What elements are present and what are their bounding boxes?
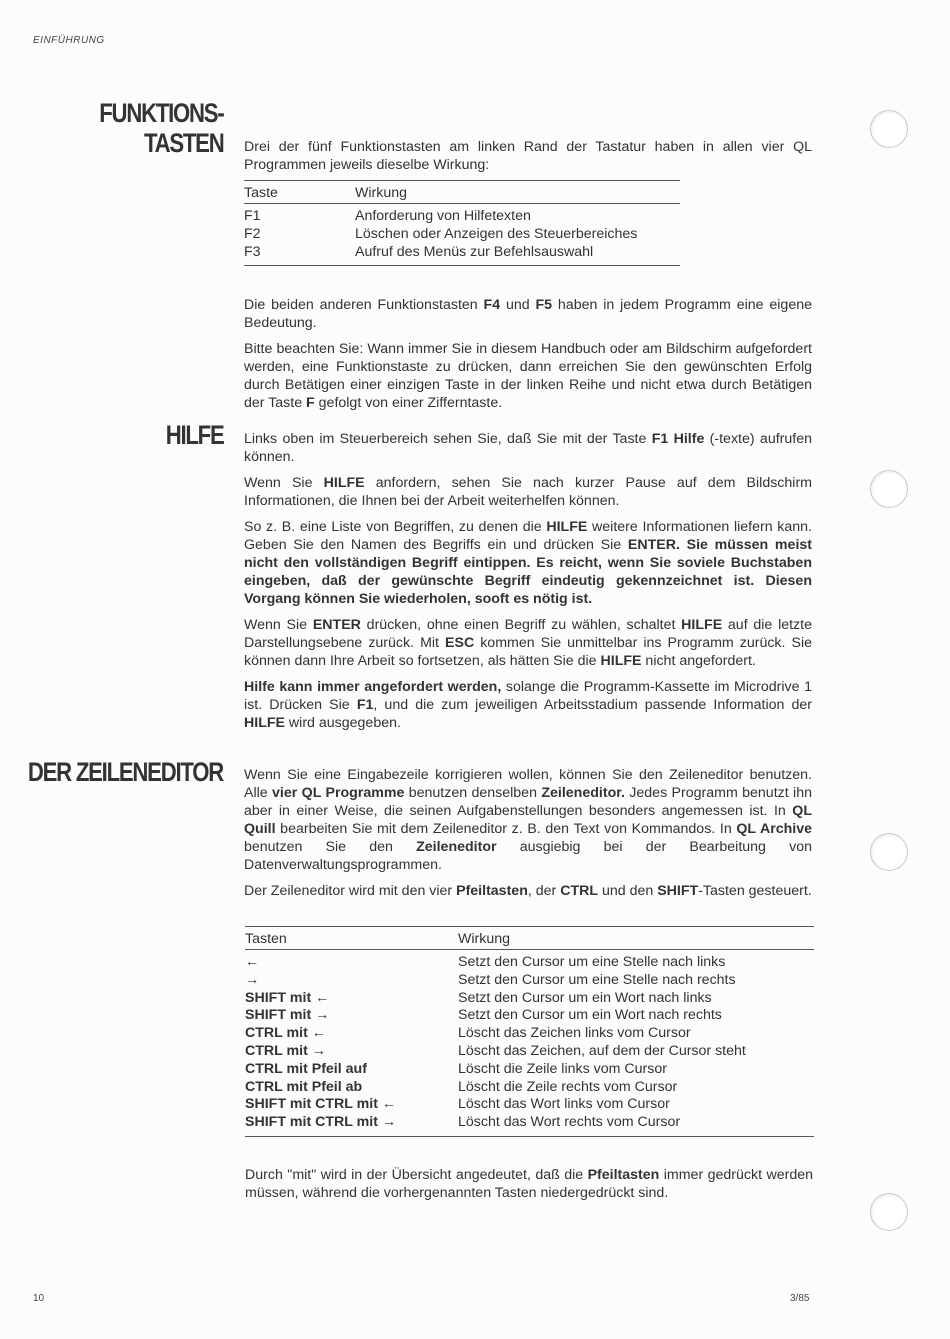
page-number: 10 bbox=[33, 1293, 45, 1304]
zeileneditor-body bbox=[244, 766, 812, 908]
table-cell-effect: Setzt den Cursor um ein Wort nach links bbox=[458, 989, 712, 1006]
table-cell-key: SHIFT mit CTRL mit → bbox=[245, 1114, 458, 1136]
table-cell-key: SHIFT mit → bbox=[245, 1007, 330, 1024]
table-cell-key: SHIFT mit CTRL mit ← bbox=[245, 1096, 397, 1113]
table-cell-key: SHIFT mit ← bbox=[245, 989, 330, 1006]
table-row bbox=[245, 1043, 814, 1061]
table-cell-key: F3 bbox=[244, 244, 355, 266]
table-cell-effect: Löscht das Wort links vom Cursor bbox=[458, 1096, 670, 1113]
zeileneditor-table bbox=[245, 926, 814, 1137]
table-cell-effect: Löscht das Zeichen, auf dem der Cursor steht bbox=[458, 1042, 746, 1059]
table-cell-key: F1 bbox=[244, 208, 261, 224]
table-header-row bbox=[245, 927, 814, 950]
table-header-taste: Taste bbox=[244, 181, 355, 204]
table-cell-key: CTRL mit ← bbox=[245, 1025, 326, 1042]
funktionstasten-intro bbox=[244, 138, 812, 182]
table-header-wirkung: Wirkung bbox=[458, 927, 814, 950]
table-cell-key: → bbox=[245, 971, 260, 988]
funktionstasten-body bbox=[244, 296, 812, 420]
table-cell-effect: Setzt den Cursor um eine Stelle nach rechts bbox=[458, 971, 736, 988]
table-row bbox=[245, 1061, 814, 1079]
heading-funktionstasten-line-1: FUNKTIONS- bbox=[98, 98, 223, 128]
table-cell-key: ← bbox=[245, 954, 260, 970]
table-cell-key: CTRL mit Pfeil ab bbox=[245, 1078, 363, 1095]
table-row bbox=[244, 226, 680, 244]
hilfe-body bbox=[244, 430, 812, 740]
paragraph: Die beiden anderen Funktionstasten F4 und F5 haben in jedem Programm eine eigene Bedeutung. bbox=[244, 297, 812, 331]
table-row bbox=[244, 204, 680, 226]
funktionstasten-table bbox=[244, 180, 680, 266]
table-header-wirkung: Wirkung bbox=[355, 181, 680, 204]
heading-zeileneditor: DER ZEILENEDITOR bbox=[27, 757, 223, 787]
paragraph: Durch "mit" wird in der Übersicht angedeutet, daß die Pfeiltasten immer gedrückt werden müssen, während die vorhergenannten Tasten niedergedrückt sind. bbox=[245, 1167, 813, 1201]
table-cell-effect: Löscht das Wort rechts vom Cursor bbox=[458, 1114, 814, 1136]
heading-hilfe: HILFE bbox=[165, 420, 223, 450]
paragraph: Wenn Sie eine Eingabezeile korrigieren wollen, können Sie den Zeileneditor benutzen. Alle vier QL Programme benutzen denselben Zeileneditor. Jedes Programm benutzt ihn aber in einer Weise, die seinen Aufgabenstellungen besonders angemessen ist. In QL Quill bearbeiten Sie mit dem Zeileneditor z. B. den Text von Kommandos. In QL Archive benutzen Sie den Zeileneditor ausgiebig bei der Bearbeitung von Datenverwaltungsprogrammen. bbox=[244, 767, 812, 873]
heading-funktionstasten-line-2: TASTEN bbox=[143, 128, 223, 158]
table-row bbox=[244, 244, 680, 266]
page-date: 3/85 bbox=[790, 1293, 810, 1304]
table-cell-effect: Löscht die Zeile links vom Cursor bbox=[458, 1060, 667, 1077]
table-cell-effect: Löscht das Zeichen links vom Cursor bbox=[458, 1025, 691, 1042]
binder-hole-3 bbox=[870, 833, 908, 871]
paragraph: Bitte beachten Sie: Wann immer Sie in diesem Handbuch oder am Bildschirm aufgefordert werden, eine Funktionstaste zu drücken, dann erreichen Sie den gewünschten Erfolg durch Betätigen einer einzigen Taste in der linken Reihe und nicht etwa durch Betätigen der Taste F gefolgt von einer Zifferntaste. bbox=[244, 341, 812, 411]
paragraph: Links oben im Steuerbereich sehen Sie, daß Sie mit der Taste F1 Hilfe (-texte) aufrufen können. bbox=[244, 431, 812, 465]
table-cell-effect: Setzt den Cursor um ein Wort nach rechts bbox=[458, 1007, 722, 1024]
paragraph: Wenn Sie ENTER drücken, ohne einen Begriff zu wählen, schaltet HILFE auf die letzte Darstellungsebene zurück. Mit ESC kommen Sie unmittelbar ins Programm zurück. Sie können dann Ihre Arbeit so fortsetzen, als hätten Sie die HILFE nicht angefordert. bbox=[244, 617, 812, 669]
table-header-tasten: Tasten bbox=[245, 927, 458, 950]
table-row bbox=[245, 1079, 814, 1097]
zeileneditor-footer-text bbox=[245, 1166, 813, 1210]
table-row bbox=[245, 990, 814, 1008]
table-cell-effect: Löschen oder Anzeigen des Steuerbereiches bbox=[355, 225, 638, 242]
table-cell-effect: Setzt den Cursor um eine Stelle nach links bbox=[458, 954, 726, 970]
table-row bbox=[245, 1007, 814, 1025]
table-cell-effect: Anforderung von Hilfetexten bbox=[355, 208, 531, 224]
paragraph: Der Zeileneditor wird mit den vier Pfeiltasten, der CTRL und den SHIFT-Tasten gesteuert. bbox=[244, 883, 812, 899]
binder-hole-4 bbox=[870, 1193, 908, 1231]
paragraph: So z. B. eine Liste von Begriffen, zu denen die HILFE weitere Informationen liefern kann. Geben Sie den Namen des Begriffs ein und drücken Sie ENTER. Sie müssen meist nicht den vollständigen Begriff eintippen. Es reicht, wenn Sie soviele Buchstaben eingeben, daß der gewünschte Begriff eindeutig gekennzeichnet ist. Diesen Vorgang können Sie wiederholen, sooft es nötig ist. bbox=[244, 519, 813, 607]
binder-hole-1 bbox=[870, 110, 908, 148]
table-cell-effect: Aufruf des Menüs zur Befehlsauswahl bbox=[355, 244, 680, 266]
table-row bbox=[245, 972, 814, 990]
running-header: EINFÜHRUNG bbox=[33, 35, 105, 46]
binder-hole-2 bbox=[870, 470, 908, 508]
funktionstasten-intro-text: Drei der fünf Funktionstasten am linken Rand der Tastatur haben in allen vier QL Programmen jeweils dieselbe Wirkung: bbox=[244, 139, 812, 173]
table-cell-effect: Löscht die Zeile rechts vom Cursor bbox=[458, 1078, 678, 1095]
table-cell-key: CTRL mit → bbox=[245, 1042, 326, 1059]
table-row bbox=[245, 1025, 814, 1043]
heading-funktionstasten bbox=[99, 98, 223, 158]
table-row bbox=[245, 950, 814, 972]
table-row bbox=[245, 1096, 814, 1114]
paragraph: Hilfe kann immer angefordert werden, solange die Programm-Kassette im Microdrive 1 ist. Drücken Sie F1, und die zum jeweiligen Arbeitsstadium passende Information der HILFE wird ausgegeben. bbox=[244, 679, 812, 731]
table-cell-key: F2 bbox=[244, 225, 261, 242]
table-row bbox=[245, 1114, 814, 1136]
table-cell-key: CTRL mit Pfeil auf bbox=[245, 1060, 367, 1077]
table-header-row bbox=[244, 181, 680, 204]
paragraph: Wenn Sie HILFE anfordern, sehen Sie nach kurzer Pause auf dem Bildschirm Informationen, die Ihnen bei der Arbeit weiterhelfen können. bbox=[244, 475, 812, 509]
